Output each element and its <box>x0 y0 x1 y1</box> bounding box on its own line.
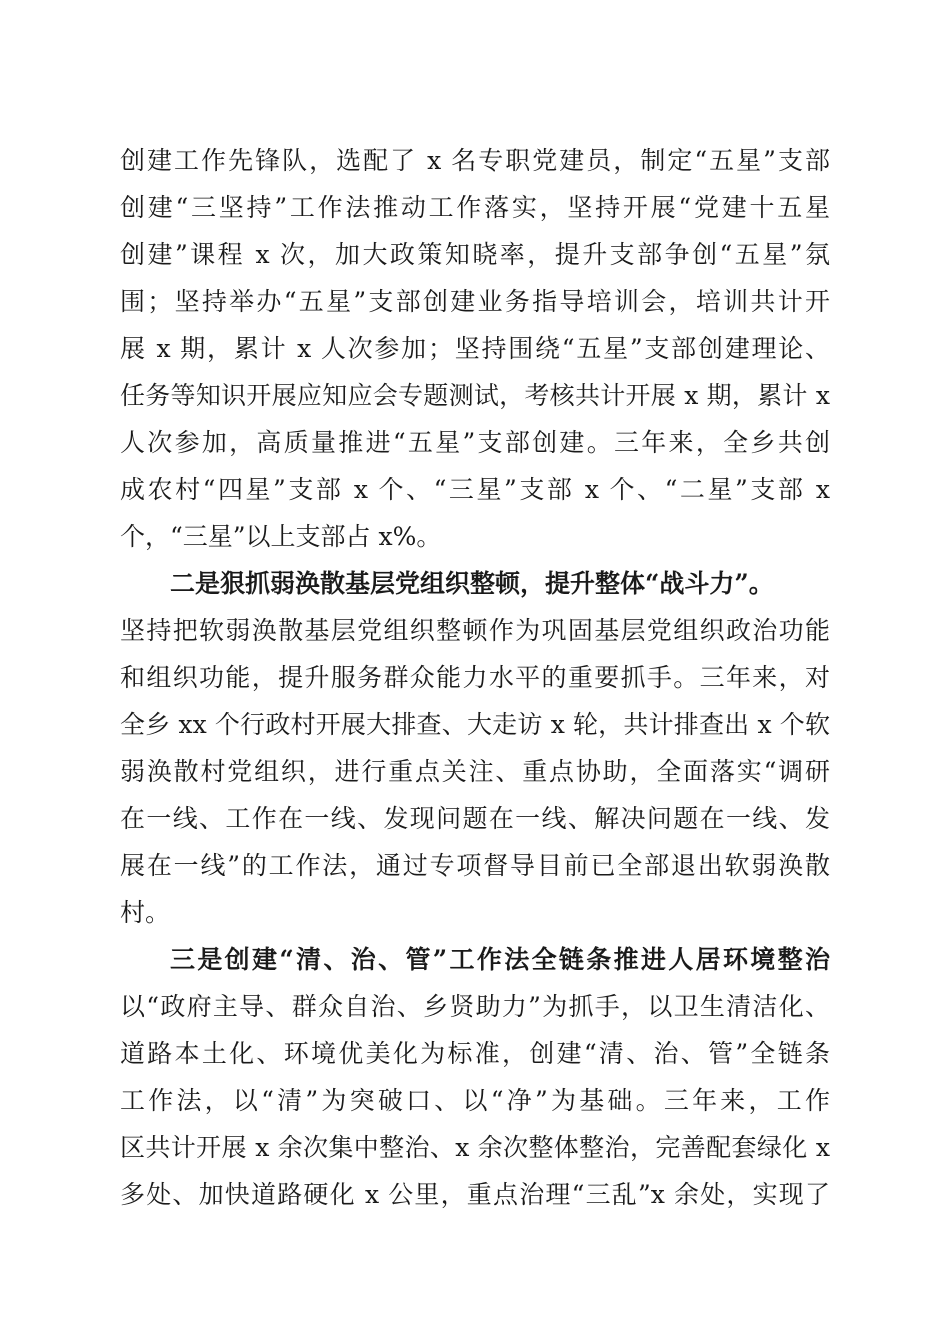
body-text-line: 人次参加，高质量推进“五星”支部创建。三年来，全乡共创 <box>120 428 830 457</box>
body-text-line: 工作法，以“清”为突破口、以“净”为基础。三年来，工作 <box>120 1086 830 1115</box>
body-text-line: 以“政府主导、群众自治、乡贤助力”为抓手，以卫生清洁化、 <box>120 992 830 1021</box>
body-text-line: 弱涣散村党组织，进行重点关注、重点协助，全面落实“调研 <box>120 757 830 786</box>
body-text-line: 创建工作先锋队，选配了 x 名专职党建员，制定“五星”支部 <box>120 146 830 175</box>
section-heading: 二是狠抓弱涣散基层党组织整顿，提升整体“战斗力”。 <box>170 569 774 598</box>
body-text-line: 围；坚持举办“五星”支部创建业务指导培训会，培训共计开 <box>120 287 830 316</box>
body-text-line: 任务等知识开展应知应会专题测试，考核共计开展 x 期，累计 x <box>120 381 830 410</box>
body-text-line: 展 x 期，累计 x 人次参加；坚持围绕“五星”支部创建理论、 <box>120 334 830 363</box>
body-text-line: 创建”课程 x 次，加大政策知晓率，提升支部争创“五星”氛 <box>120 240 830 269</box>
body-text-line: 个，“三星”以上支部占 x%。 <box>120 522 442 551</box>
body-text-line: 多处、加快道路硬化 x 公里，重点治理“三乱”x 余处，实现了 <box>120 1180 830 1209</box>
section-heading: 三是创建“清、治、管”工作法全链条推进人居环境整治 <box>170 945 830 974</box>
body-text-line: 创建“三坚持”工作法推动工作落实，坚持开展“党建十五星 <box>120 193 830 222</box>
body-text-line: 村。 <box>120 898 171 927</box>
body-text-line: 和组织功能，提升服务群众能力水平的重要抓手。三年来，对 <box>120 663 830 692</box>
body-text-line: 坚持把软弱涣散基层党组织整顿作为巩固基层党组织政治功能 <box>120 616 830 645</box>
body-text-line: 全乡 xx 个行政村开展大排查、大走访 x 轮，共计排查出 x 个软 <box>120 710 830 739</box>
body-text-line: 道路本土化、环境优美化为标准，创建“清、治、管”全链条 <box>120 1039 830 1068</box>
body-text-line: 展在一线”的工作法，通过专项督导目前已全部退出软弱涣散 <box>120 851 830 880</box>
body-text-line: 成农村“四星”支部 x 个、“三星”支部 x 个、“二星”支部 x <box>120 475 830 504</box>
body-text-line: 区共计开展 x 余次集中整治、x 余次整体整治，完善配套绿化 x <box>120 1133 830 1162</box>
body-text-line: 在一线、工作在一线、发现问题在一线、解决问题在一线、发 <box>120 804 830 833</box>
